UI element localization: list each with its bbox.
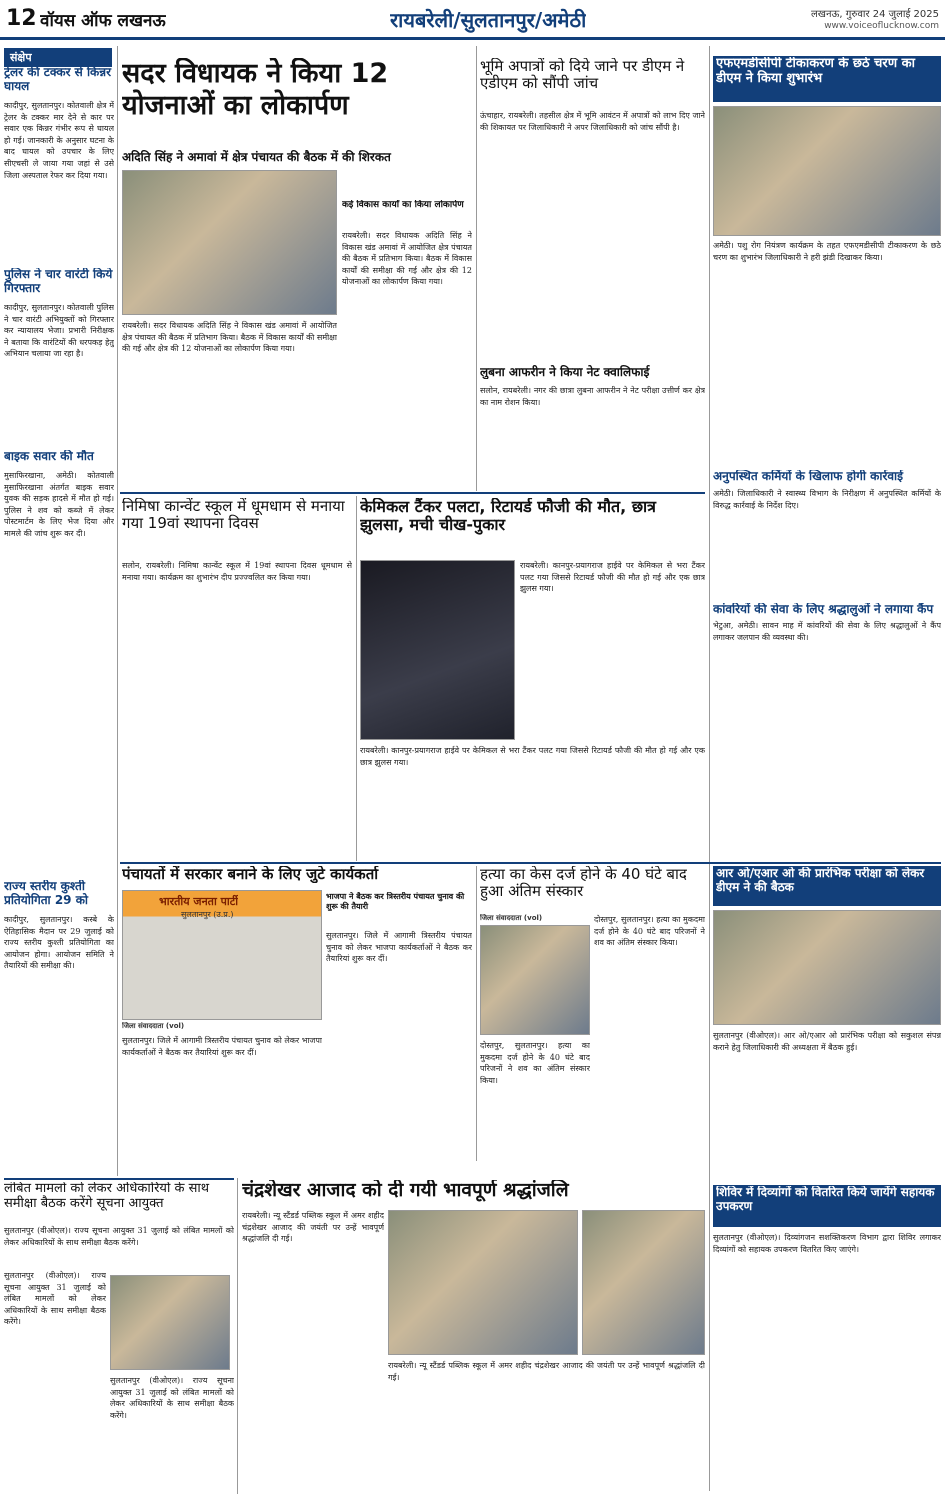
divider	[709, 46, 710, 1491]
lead-headline: सदर विधायक ने किया 12 योजनाओं का लोकार्पण	[122, 58, 389, 122]
tanker-headline: केमिकल टैंकर पलटा, रिटायर्ड फौजी की मौत, छात्र झुलसा, मची चीख-पुकार	[360, 498, 657, 535]
page-header	[0, 0, 945, 40]
lead-photo	[122, 170, 337, 315]
tanker-body: रायबरेली। कानपुर-प्रयागराज हाईवे पर केमिकल से भरा टैंकर पलट गया जिससे रिटायर्ड फौजी की मौत हो गई और एक छात्र झुलस गया।	[520, 561, 705, 594]
divider	[356, 496, 357, 861]
murder-headline: हत्या का केस दर्ज होने के 40 घंटे बाद हुआ अंतिम संस्कार	[480, 866, 687, 901]
brief-3-headline: बाइक सवार की मौत	[4, 450, 94, 463]
bjp-sidehead: भाजपा ने बैठक कर त्रिस्तरीय पंचायत चुनाव की शुरू की तैयारी	[326, 892, 465, 911]
rule	[4, 1178, 234, 1180]
right3-body: भेटुआ, अमेठी। सावन माह में कांवरियों की सेवा के लिए श्रद्धालुओं ने कैंप लगाकर जलपान की व्यवस्था की।	[713, 621, 941, 642]
brief-2-body: कादीपुर, सुलतानपुर। कोतवाली पुलिस ने चार वारंटी अभियुक्तों को गिरफ्तार कर न्यायालय भेजा। प्रभारी निरीक्षक ने बताया कि वारंटियों की धरपकड़ हेतु अभियान चलाया जा रहा है।	[4, 303, 114, 359]
right1-body: अमेठी। पशु रोग नियंत्रण कार्यक्रम के तहत एफएमडीसीपी टीकाकरण के छठे चरण का शुभारंभ जिलाधिकारी ने हरी झंडी दिखाकर किया।	[713, 241, 941, 262]
bjp-headline: पंचायतों में सरकार बनाने के लिए जुटे कार्यकर्ता	[122, 866, 379, 883]
land-body: ऊंचाहार, रायबरेली। तहसील क्षेत्र में भूमि आवंटन में अपात्रों को लाभ दिए जाने की शिकायत पर जिलाधिकारी ने अपर जिलाधिकारी को जांच सौंपी है।	[480, 111, 705, 132]
right2-body: अमेठी। जिलाधिकारी ने स्वास्थ्य विभाग के निरीक्षण में अनुपस्थित कर्मियों के विरुद्ध कार्रवाई के निर्देश दिए।	[713, 489, 941, 510]
right1-photo	[713, 106, 941, 236]
rule	[120, 862, 941, 864]
brief-4-headline: राज्य स्तरीय कुश्ती प्रतियोगिता 29 को	[4, 880, 89, 907]
lead-inline-head: कई विकास कार्यों का किया लोकार्पण	[342, 200, 464, 210]
bjp-body: सुलतानपुर। जिले में आगामी त्रिस्तरीय पंचायत चुनाव को लेकर भाजपा कार्यकर्ताओं ने बैठक कर तैयारियां शुरू कर दीं।	[326, 931, 472, 964]
right1-headline: एफएमडीसीपी टीकाकरण के छठे चरण का डीएम ने किया शुभारंभ	[716, 57, 915, 86]
murder-body: दोस्तपुर, सुलतानपुर। हत्या का मुकदमा दर्ज होने के 40 घंटे बाद परिजनों ने शव का अंतिम संस्कार किया।	[594, 915, 705, 948]
lead-body-2: रायबरेली। सदर विधायक अदिति सिंह ने विकास खंड अमावां में आयोजित क्षेत्र पंचायत की बैठक में प्रतिभाग किया। बैठक में विकास कार्यों की समीक्षा की गई और क्षेत्र की 12 योजनाओं का लोकार्पण किया गया।	[342, 231, 472, 287]
divider	[476, 866, 477, 1161]
divider	[117, 46, 118, 1176]
tanker-photo	[360, 560, 515, 740]
brief-4-body: कादीपुर, सुलतानपुर। कस्बे के ऐतिहासिक मैदान पर 29 जुलाई को राज्य स्तरीय कुश्ती प्रतियोगिता का आयोजन होगा। आयोजन समिति ने तैयारियों की समीक्षा की।	[4, 915, 114, 971]
right4-body: सुलतानपुर (वीओएल)। आर ओ/एआर ओ प्रारंभिक परीक्षा को सकुशल संपन्न कराने हेतु जिलाधिकारी की अध्यक्षता में बैठक हुई।	[713, 1031, 941, 1052]
azad-photo	[388, 1210, 578, 1355]
rule	[120, 492, 705, 494]
brief-3-body: मुसाफिरखाना, अमेठी। कोतवाली मुसाफिरखाना अंतर्गत बाइक सवार युवक की सड़क हादसे में मौत हो गई। पुलिस ने शव को कब्जे में लेकर पोस्टमार्टम के लिए भेज दिया और मामले की जांच शुरू कर दी।	[4, 471, 114, 538]
murder-caption: जिला संवाददाता (vol)	[480, 914, 543, 922]
bjp-body-2: सुलतानपुर। जिले में आगामी त्रिस्तरीय पंचायत चुनाव को लेकर भाजपा कार्यकर्ताओं ने बैठक कर तैयारियां शुरू कर दीं।	[122, 1036, 322, 1057]
right2-headline: अनुपस्थित कर्मियों के खिलाफ होगी कार्रवाई	[713, 470, 904, 483]
bjp-banner-sub: सुलतानपुर (उ.प्र.)	[181, 910, 234, 919]
divider	[237, 1178, 238, 1494]
divider	[476, 46, 477, 491]
brief-2-headline: पुलिस ने चार वारंटी किये गिरफ्तार	[4, 268, 113, 295]
dateline: लखनऊ, गुरुवार 24 जुलाई 2025	[811, 9, 939, 20]
azad-body: रायबरेली। न्यू स्टैंडर्ड पब्लिक स्कूल में अमर शहीद चंद्रशेखर आजाद की जयंती पर उन्हें भावपूर्ण श्रद्धांजलि दी गई।	[242, 1211, 384, 1244]
lead-body: रायबरेली। सदर विधायक अदिति सिंह ने विकास खंड अमावां में आयोजित क्षेत्र पंचायत की बैठक में प्रतिभाग किया। बैठक में विकास कार्यों की समीक्षा की गई और क्षेत्र की 12 योजनाओं का लोकार्पण किया गया।	[122, 321, 337, 354]
lubna-body: सलोन, रायबरेली। नगर की छात्रा लुबना आफरीन ने नेट परीक्षा उत्तीर्ण कर क्षेत्र का नाम रोशन किया।	[480, 386, 705, 407]
brief-1-headline: ट्रेलर की टक्कर से किन्नर घायल	[4, 66, 112, 93]
bjp-caption: जिला संवाददाता (vol)	[122, 1022, 185, 1030]
murder-body-2: दोस्तपुर, सुलतानपुर। हत्या का मुकदमा दर्ज होने के 40 घंटे बाद परिजनों ने शव का अंतिम संस्कार किया।	[480, 1041, 590, 1085]
lead-subhead: अदिति सिंह ने अमावां में क्षेत्र पंचायत की बैठक में की शिरकत	[122, 150, 391, 164]
website: www.voiceoflucknow.com	[824, 21, 939, 31]
right4-headline: आर ओ/एआर ओ की प्रारंभिक परीक्षा को लेकर डीएम ने की बैठक	[716, 867, 925, 894]
school-headline: निमिषा कान्वेंट स्कूल में धूमधाम से मनाया गया 19वां स्थापना दिवस	[122, 498, 345, 533]
lubna-headline: लुबना आफरीन ने किया नेट क्वालिफाई	[480, 365, 650, 379]
land-headline: भूमि अपात्रों को दिये जाने पर डीएम ने एडीएम को सौंपी जांच	[480, 58, 685, 93]
page-number: 12	[6, 6, 37, 31]
rti-body: सुलतानपुर (वीओएल)। राज्य सूचना आयुक्त 31 जुलाई को लंबित मामलों को लेकर अधिकारियों के साथ समीक्षा बैठक करेंगे।	[4, 1226, 234, 1247]
brief-1-body: कादीपुर, सुलतानपुर। कोतवाली क्षेत्र में ट्रेलर के टक्कर मार देने से कार पर सवार एक किन्नर गंभीर रूप से घायल हो गई। जानकारी के अनुसार घटना के बाद घायल को उपचार के लिए सीएचसी ले जाया गया जहां से उसे जिला अस्पताल रेफर कर दिया गया।	[4, 101, 114, 180]
school-body: सलोन, रायबरेली। निमिषा कान्वेंट स्कूल में 19वां स्थापना दिवस धूमधाम से मनाया गया। कार्यक्रम का शुभारंभ दीप प्रज्ज्वलित कर किया गया।	[122, 561, 352, 582]
azad-body-2: रायबरेली। न्यू स्टैंडर्ड पब्लिक स्कूल में अमर शहीद चंद्रशेखर आजाद की जयंती पर उन्हें भावपूर्ण श्रद्धांजलि दी गई।	[388, 1361, 705, 1382]
rti-body-3: सुलतानपुर (वीओएल)। राज्य सूचना आयुक्त 31 जुलाई को लंबित मामलों को लेकर अधिकारियों के साथ समीक्षा बैठक करेंगे।	[110, 1376, 234, 1420]
rti-body-2: सुलतानपुर (वीओएल)। राज्य सूचना आयुक्त 31 जुलाई को लंबित मामलों को लेकर अधिकारियों के साथ समीक्षा बैठक करेंगे।	[4, 1271, 106, 1327]
bjp-banner-text: भारतीय जनता पार्टी	[159, 895, 239, 908]
brief-bar: संक्षेप	[4, 48, 112, 67]
right5-headline: शिविर में दिव्यांगों को वितरित किये जायेंगे सहायक उपकरण	[716, 1186, 935, 1213]
murder-photo	[480, 925, 590, 1035]
bjp-photo	[122, 890, 322, 1020]
right4-photo	[713, 910, 941, 1025]
rti-photo	[110, 1275, 230, 1370]
azad-photo-2	[582, 1210, 705, 1355]
azad-headline: चंद्रशेखर आजाद को दी गयी भावपूर्ण श्रद्धांजलि	[242, 1180, 569, 1201]
paper-name: वॉयस ऑफ लखनऊ	[40, 11, 166, 31]
right5-body: सुलतानपुर (वीओएल)। दिव्यांगजन सशक्तिकरण विभाग द्वारा शिविर लगाकर दिव्यांगों को सहायक उपकरण वितरित किए जाएंगे।	[713, 1233, 941, 1254]
right3-headline: कांवरियों की सेवा के लिए श्रद्धालुओं ने लगाया कैंप	[713, 603, 934, 616]
section-name: रायबरेली/सुलतानपुर/अमेठी	[390, 8, 587, 32]
tanker-body-2: रायबरेली। कानपुर-प्रयागराज हाईवे पर केमिकल से भरा टैंकर पलट गया जिससे रिटायर्ड फौजी की मौत हो गई और एक छात्र झुलस गया।	[360, 746, 705, 767]
rti-headline: लंबित मामलों को लेकर अधिकारियों के साथ समीक्षा बैठक करेंगे सूचना आयुक्त	[4, 1182, 210, 1211]
